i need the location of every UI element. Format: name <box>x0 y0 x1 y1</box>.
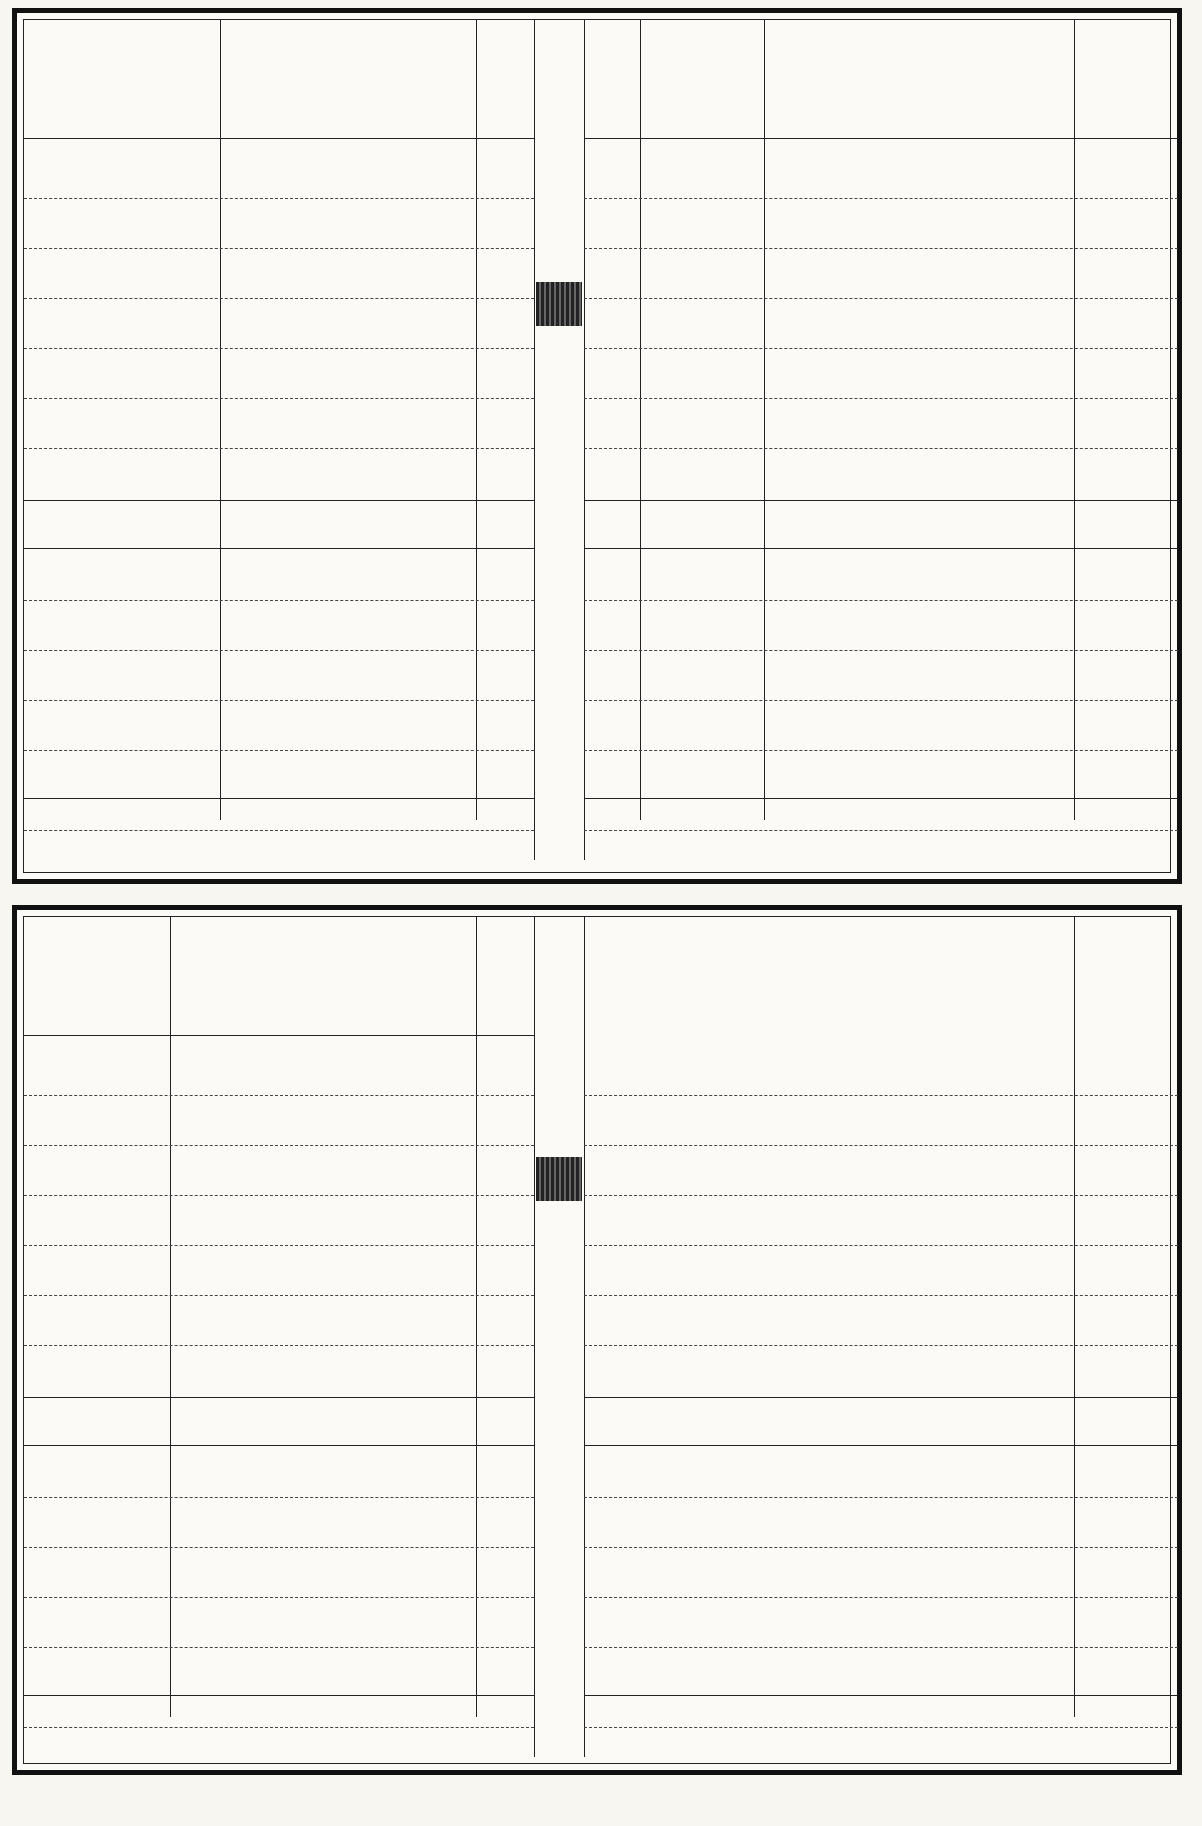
top-page-frame <box>23 19 1171 873</box>
top-page-panel <box>12 8 1182 884</box>
row7-notes <box>184 1353 384 1397</box>
bottom-page-frame <box>23 916 1171 1764</box>
bottom-page-panel <box>12 905 1182 1775</box>
